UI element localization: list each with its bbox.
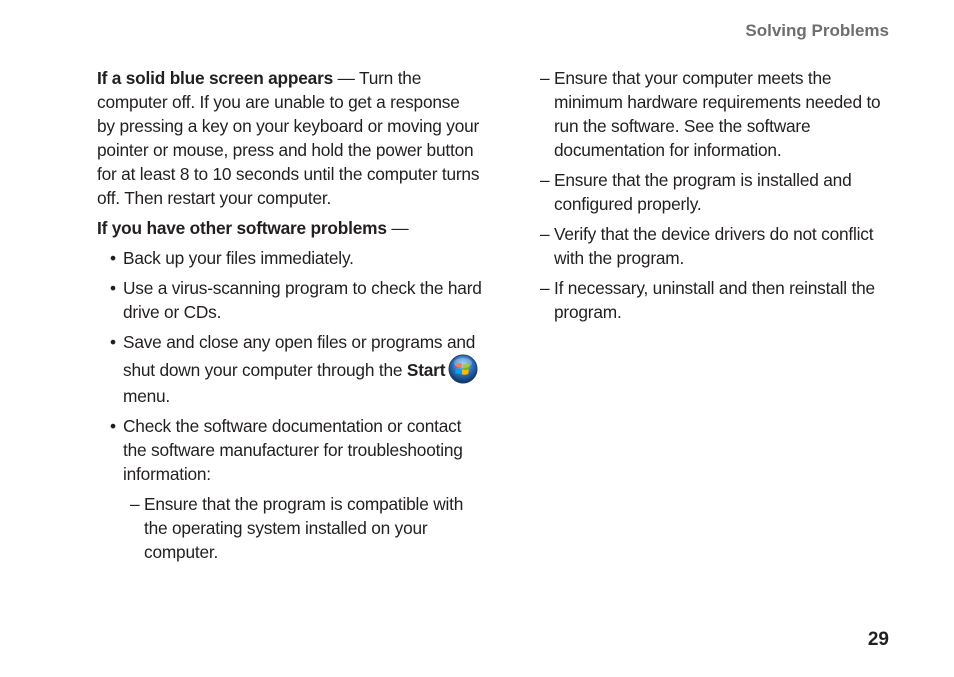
sub-list-item-text: Verify that the device drivers do not conflict with the program. <box>554 224 874 268</box>
bullet-mark: • <box>110 278 116 298</box>
blue-screen-text: — Turn the computer off. If you are unable to get a response by pressing a key on your keyboard or moving your pointer or mouse, press and hold the power button for at least 8 to 10 seconds until the computer turns off. Then restart your computer. <box>97 68 480 208</box>
start-label: Start <box>406 360 446 380</box>
list-item-text: Check the software documentation or contact the software manufacturer for troubleshooting information: <box>123 416 463 484</box>
dash-mark: – <box>540 224 550 244</box>
list-item-text: Save and close any open files or programs and shut down your computer through the <box>123 332 476 380</box>
left-column <box>97 66 482 570</box>
list-item-text: Use a virus-scanning program to check the hard drive or CDs. <box>123 278 482 322</box>
dash-mark: – <box>130 494 140 514</box>
other-problems-heading: If you have other software problems <box>97 218 387 238</box>
dash-mark: – <box>540 68 550 88</box>
list-item <box>97 276 482 324</box>
other-problems-suffix: — <box>386 218 409 238</box>
section-header: Solving Problems <box>745 21 889 40</box>
dash-mark: – <box>540 170 550 190</box>
bullet-mark: • <box>110 248 116 268</box>
sub-list-item <box>130 492 482 564</box>
sub-list-item-text: If necessary, uninstall and then reinstall the program. <box>554 278 875 322</box>
sub-list-item <box>540 222 885 270</box>
sub-list-item <box>540 276 885 324</box>
sub-list-item <box>540 66 885 162</box>
bullet-mark: • <box>110 416 116 436</box>
windows-start-orb-icon <box>448 354 478 384</box>
blue-screen-paragraph <box>97 66 482 210</box>
dash-mark: – <box>540 278 550 298</box>
blue-screen-heading: If a solid blue screen appears <box>97 68 334 88</box>
right-column <box>540 66 885 330</box>
sub-list-item-text: Ensure that your computer meets the minimum hardware requirements needed to run the software. See the software documentation for information. <box>554 68 881 160</box>
bullet-mark: • <box>110 332 116 352</box>
sub-list-item-text: Ensure that the program is compatible with the operating system installed on your computer. <box>144 494 464 562</box>
sub-list-item <box>540 168 885 216</box>
page-number: 29 <box>867 629 889 650</box>
sub-list-item-text: Ensure that the program is installed and configured properly. <box>554 170 852 214</box>
other-problems-paragraph <box>97 216 482 240</box>
list-item-text-after: menu. <box>123 386 171 406</box>
list-item <box>97 414 482 486</box>
list-item-text: Back up your files immediately. <box>123 248 354 268</box>
list-item <box>97 330 482 408</box>
list-item <box>97 246 482 270</box>
